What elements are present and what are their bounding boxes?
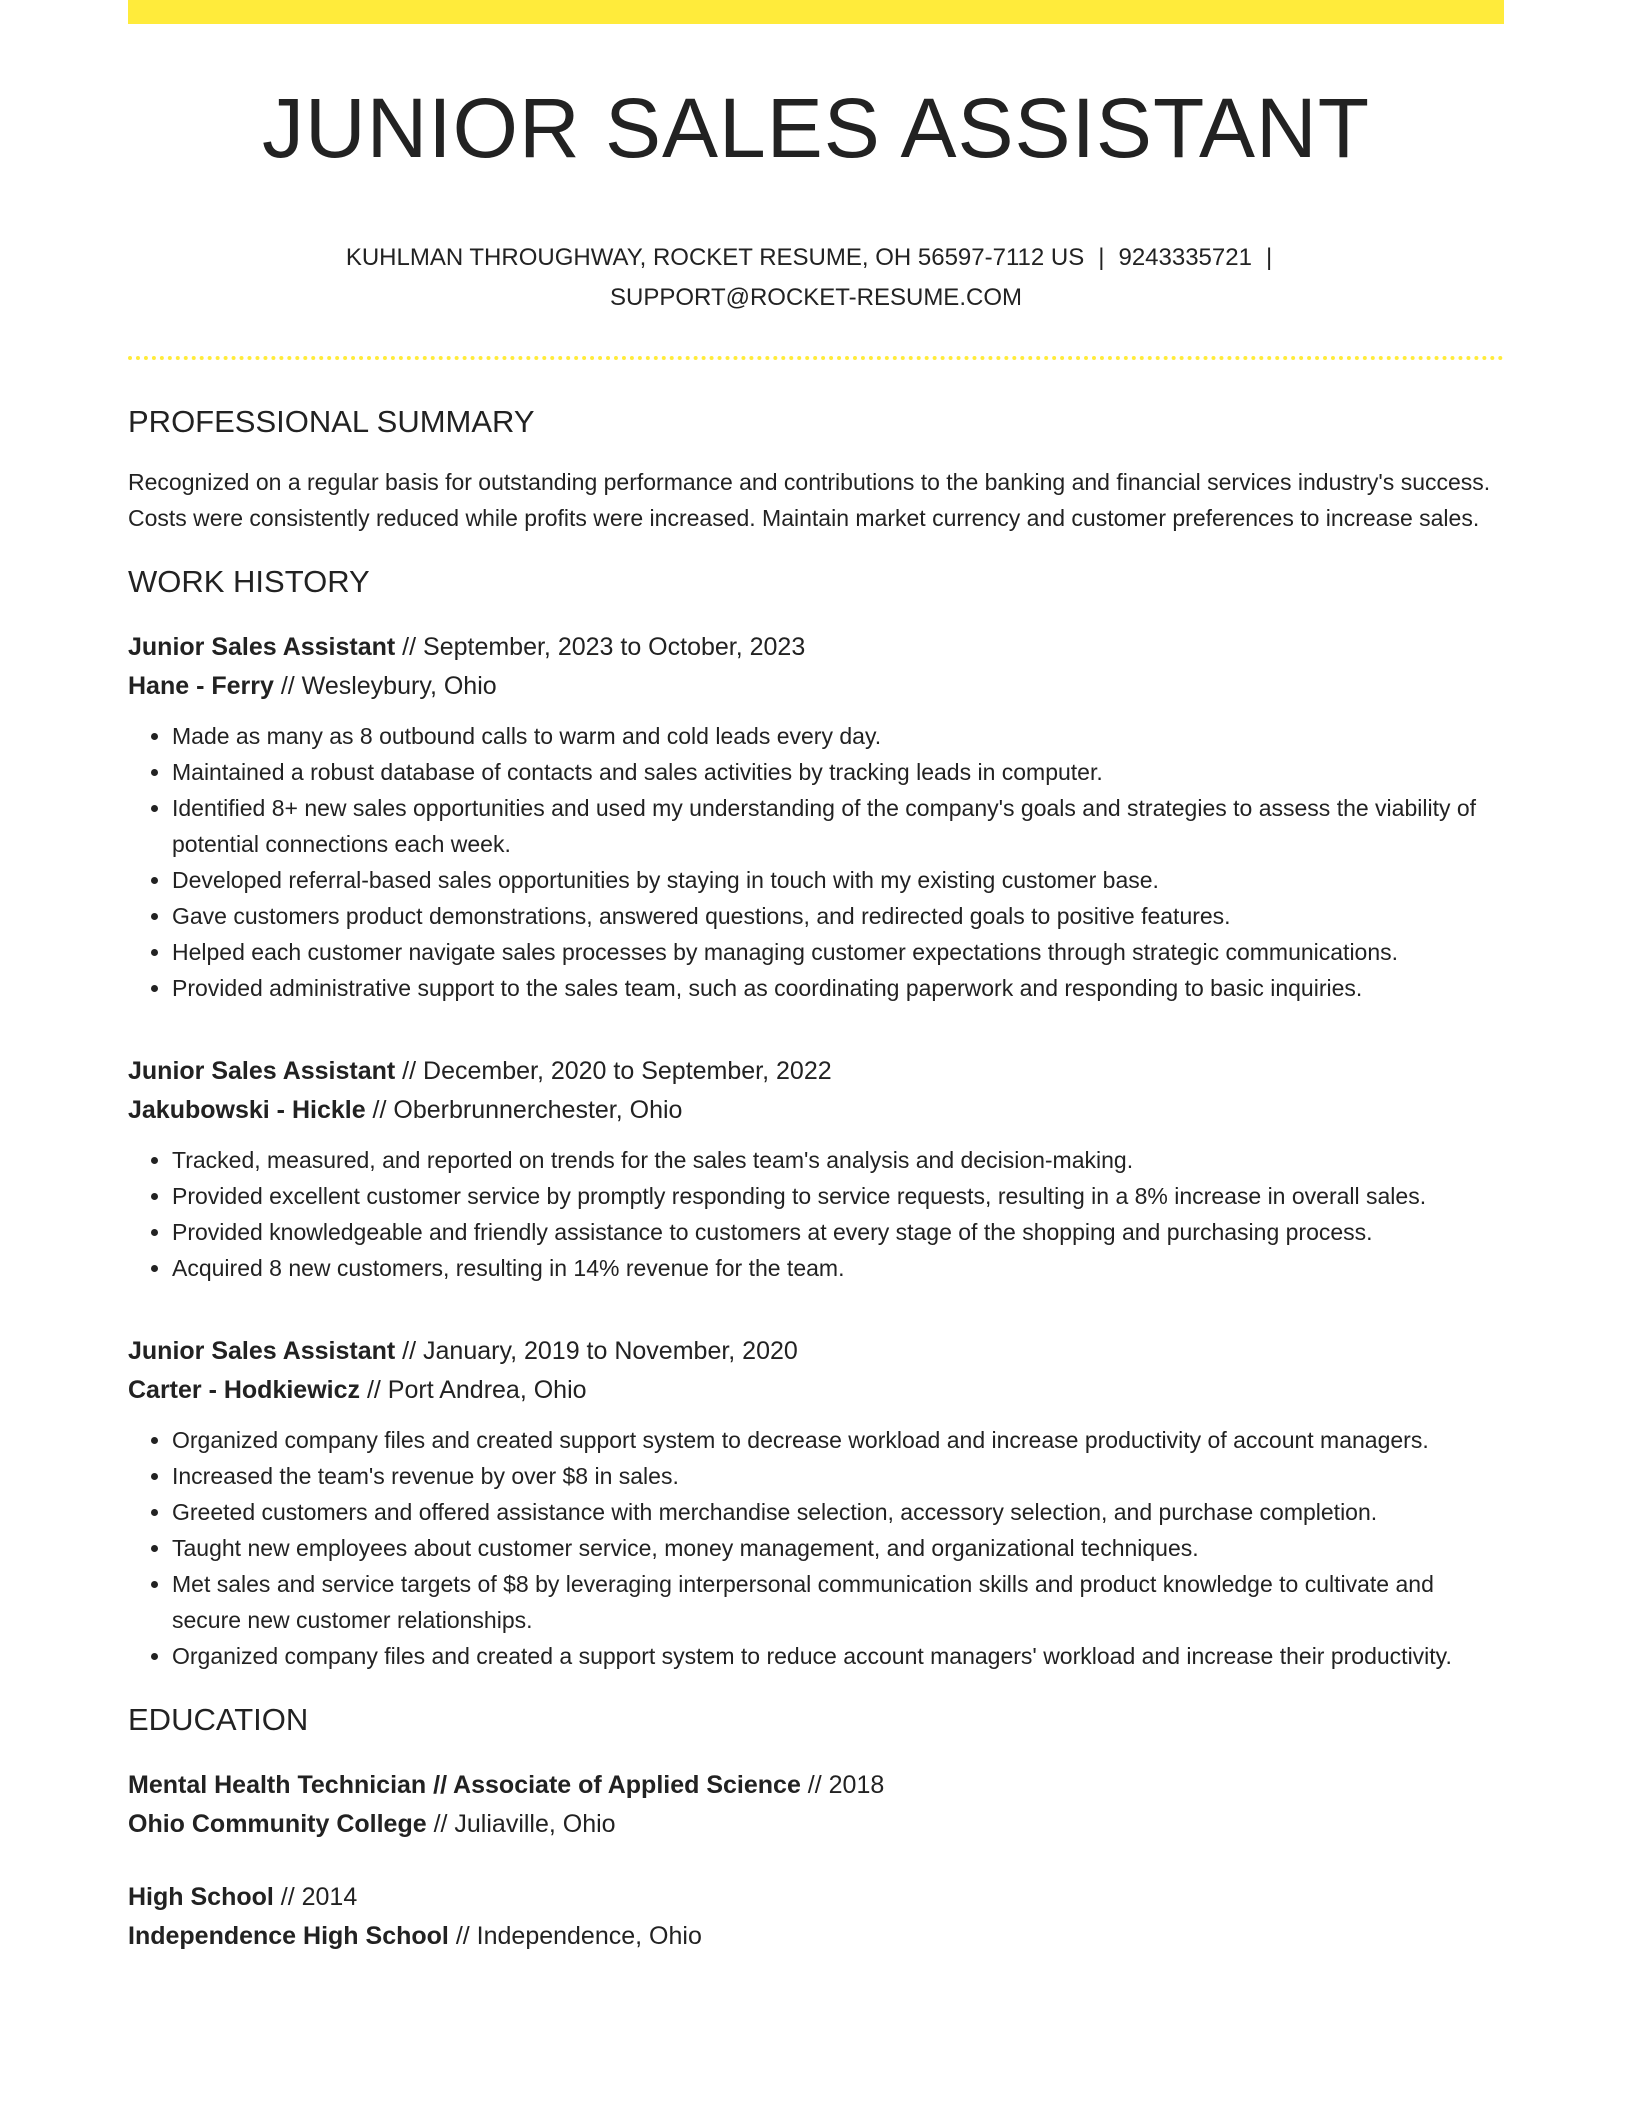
contact-line-1 [128, 238, 1504, 278]
list-item: • Increased the team's revenue by over $8 in sales. [172, 1458, 1504, 1494]
job-bullets [128, 1422, 1504, 1674]
education-location: // Juliaville, Ohio [426, 1810, 616, 1839]
job-location: // Wesleybury, Ohio [273, 672, 497, 701]
summary-text: Recognized on a regular basis for outstanding performance and contributions to the banking and financial services industry's success. Costs were consistently reduced while profits were increased. Maintain market currency and customer preferences to increase sales. [128, 469, 1491, 532]
contact-separator: | [1098, 244, 1105, 272]
list-item: • Organized company files and created support system to decrease workload and increase productivity of account managers. [172, 1422, 1504, 1458]
education-degree-line [128, 1766, 1504, 1805]
resume-page [128, 0, 1504, 1956]
job-role-line [128, 628, 1504, 667]
job-company-line [128, 1371, 1504, 1410]
job-company: Carter - Hodkiewicz [128, 1376, 361, 1405]
job-dates: // September, 2023 to October, 2023 [395, 633, 806, 662]
education-location: // Independence, Ohio [448, 1922, 702, 1951]
job-entry [128, 1332, 1504, 1674]
list-item: • Provided knowledgeable and friendly assistance to customers at every stage of the shopping and purchasing process. [172, 1214, 1504, 1250]
job-company: Hane - Ferry [128, 672, 274, 701]
job-role: Junior Sales Assistant [128, 1057, 396, 1086]
contact-phone: 9243335721 [1118, 244, 1252, 272]
job-bullets [128, 718, 1504, 1006]
education-school-line [128, 1805, 1504, 1844]
list-item: • Gave customers product demonstrations, answered questions, and redirected goals to positive features. [172, 898, 1504, 934]
contact-line-2 [128, 278, 1504, 318]
education-school: Ohio Community College [128, 1810, 427, 1839]
list-item: • Met sales and service targets of $8 by leveraging interpersonal communication skills and product knowledge to cultivate and secure new customer relationships. [172, 1566, 1504, 1638]
contact-info [128, 238, 1504, 318]
job-role-line [128, 1332, 1504, 1371]
job-company-line [128, 667, 1504, 706]
education-degree-line [128, 1878, 1504, 1917]
contact-email[interactable]: SUPPORT@ROCKET-RESUME.COM [610, 284, 1022, 312]
resume-name: JUNIOR SALES ASSISTANT [261, 81, 1371, 175]
education-school-line [128, 1917, 1504, 1956]
list-item: • Maintained a robust database of contacts and sales activities by tracking leads in computer. [172, 754, 1504, 790]
list-item: • Made as many as 8 outbound calls to warm and cold leads every day. [172, 718, 1504, 754]
education-entry [128, 1878, 1504, 1956]
list-item: • Taught new employees about customer service, money management, and organizational techniques. [172, 1530, 1504, 1566]
section-title-work-history: WORK HISTORY [128, 564, 370, 600]
list-item: • Organized company files and created a support system to reduce account managers' workload and increase their productivity. [172, 1638, 1504, 1674]
list-item: • Helped each customer navigate sales processes by managing customer expectations through strategic communications. [172, 934, 1504, 970]
education-entry [128, 1766, 1504, 1844]
job-bullets [128, 1142, 1504, 1286]
section-title-summary: PROFESSIONAL SUMMARY [128, 404, 535, 440]
job-entry [128, 628, 1504, 1006]
list-item: • Greeted customers and offered assistance with merchandise selection, accessory selection, and purchase completion. [172, 1494, 1504, 1530]
list-item: • Developed referral-based sales opportunities by staying in touch with my existing customer base. [172, 862, 1504, 898]
list-item: • Acquired 8 new customers, resulting in 14% revenue for the team. [172, 1250, 1504, 1286]
list-item: • Provided administrative support to the sales team, such as coordinating paperwork and responding to basic inquiries. [172, 970, 1504, 1006]
education-degree: High School [128, 1883, 274, 1912]
accent-top-bar [128, 0, 1504, 24]
contact-address: KUHLMAN THROUGHWAY, ROCKET RESUME, OH 56597-7112 US [345, 244, 1085, 272]
list-item: • Identified 8+ new sales opportunities and used my understanding of the company's goals and strategies to assess the viability of potential connections each week. [172, 790, 1504, 862]
education-school: Independence High School [128, 1922, 449, 1951]
section-title-education: EDUCATION [128, 1702, 309, 1738]
job-role-line [128, 1052, 1504, 1091]
education-year: // 2018 [800, 1771, 885, 1800]
job-company-line [128, 1091, 1504, 1130]
list-item: • Tracked, measured, and reported on trends for the sales team's analysis and decision-making. [172, 1142, 1504, 1178]
dotted-divider [128, 356, 1504, 360]
job-company: Jakubowski - Hickle [128, 1096, 366, 1125]
education-year: // 2014 [273, 1883, 358, 1912]
job-location: // Oberbrunnerchester, Ohio [365, 1096, 683, 1125]
job-location: // Port Andrea, Ohio [360, 1376, 587, 1405]
job-role: Junior Sales Assistant [128, 633, 396, 662]
contact-separator: | [1265, 244, 1273, 272]
job-dates: // January, 2019 to November, 2020 [395, 1337, 798, 1366]
job-dates: // December, 2020 to September, 2022 [395, 1057, 832, 1086]
job-entry [128, 1052, 1504, 1286]
job-role: Junior Sales Assistant [128, 1337, 396, 1366]
list-item: • Provided excellent customer service by promptly responding to service requests, resulting in a 8% increase in overall sales. [172, 1178, 1504, 1214]
education-degree: Mental Health Technician // Associate of Applied Science [128, 1771, 801, 1800]
